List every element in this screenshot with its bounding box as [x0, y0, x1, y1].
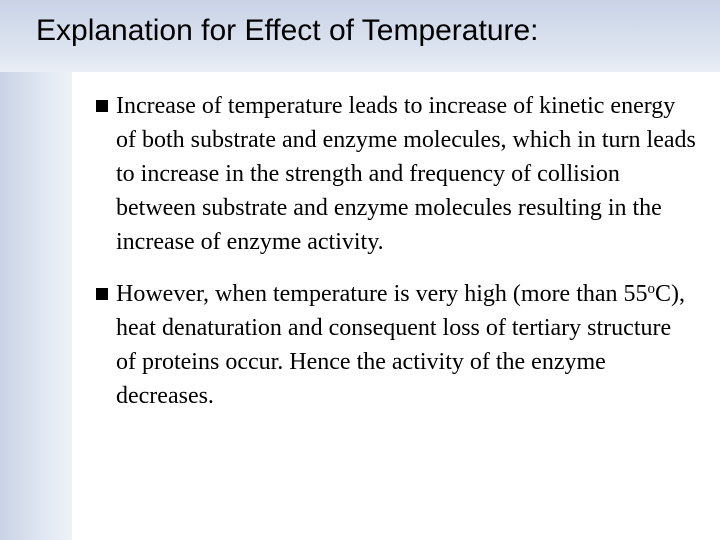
left-decor-strip	[0, 0, 72, 540]
degree-superscript: o	[647, 281, 656, 297]
square-bullet-icon	[96, 100, 108, 112]
bullet-item	[96, 277, 696, 413]
square-bullet-icon	[96, 288, 108, 300]
bullet-text: Increase of temperature leads to increase of kinetic energy of both substrate and enzyme molecules, which in turn leads to increase in the strength and frequency of collision between substrate and enzyme molecules resulting in the increase of enzyme activity.	[116, 93, 696, 255]
slide-title: Explanation for Effect of Temperature:	[36, 14, 539, 47]
bullet-list	[96, 89, 696, 431]
bullet-item	[96, 89, 696, 259]
bullet-text-after: C), heat denaturation and consequent loss of tertiary structure of proteins occur. Hence the activity of the enzyme decreases.	[116, 281, 686, 409]
bullet-text-before: However, when temperature is very high (more than 55	[116, 281, 648, 307]
